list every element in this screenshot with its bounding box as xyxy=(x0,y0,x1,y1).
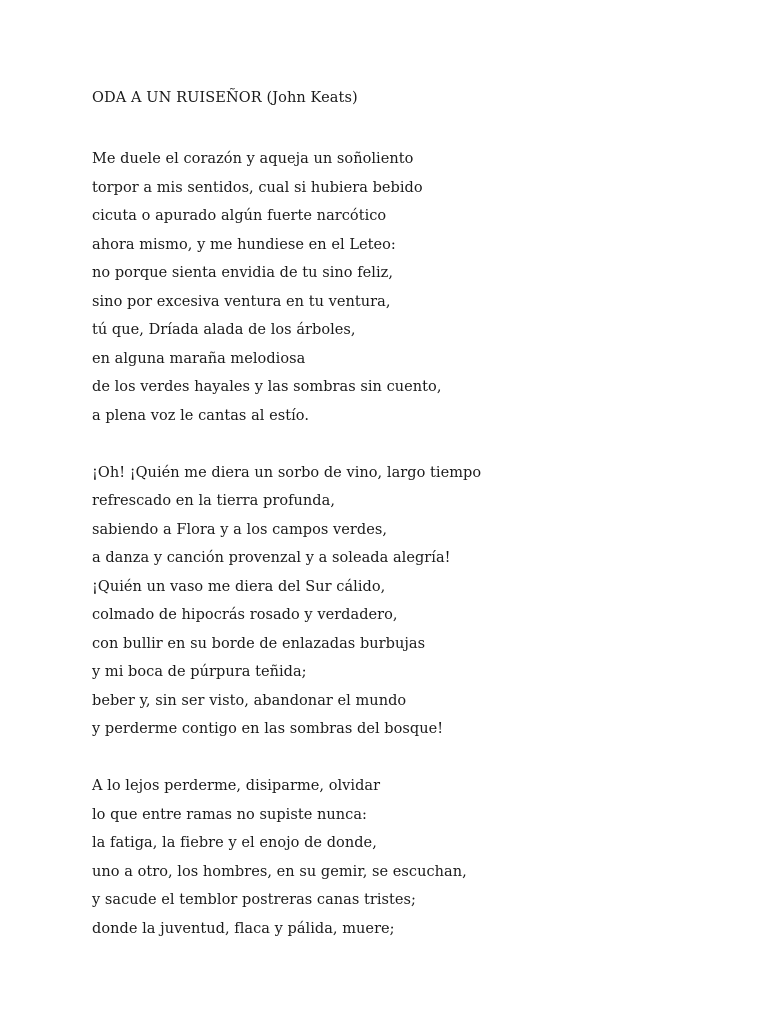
poem-line: de los verdes hayales y las sombras sin cuento, xyxy=(92,379,442,395)
poem-line: en alguna maraña melodiosa xyxy=(92,350,306,367)
poem-title: ODA A UN RUISEÑOR (John Keats) xyxy=(92,90,358,106)
poem-line: no porque sienta envidia de tu sino feliz, xyxy=(92,265,394,281)
poem-line: y mi boca de púrpura teñida; xyxy=(92,664,307,680)
poem-line: con bullir en su borde de enlazadas burbujas xyxy=(92,635,426,652)
poem-stanza xyxy=(92,772,712,943)
poem-line: uno a otro, los hombres, en su gemir, se escuchan, xyxy=(92,863,467,880)
poem-line: ¡Quién un vaso me diera del Sur cálido, xyxy=(92,578,386,595)
poem-line: torpor a mis sentidos, cual si hubiera bebido xyxy=(92,179,423,196)
poem-line: Me duele el corazón y aqueja un soñoliento xyxy=(92,151,414,167)
poem-line: A lo lejos perderme, disiparme, olvidar xyxy=(92,778,381,794)
poem-line: ¡Oh! ¡Quién me diera un sorbo de vino, largo tiempo xyxy=(92,464,482,481)
poem-body xyxy=(92,145,712,943)
poem-line: sabiendo a Flora y a los campos verdes, xyxy=(92,521,388,538)
poem-line: ahora mismo, y me hundiese en el Leteo: xyxy=(92,236,396,253)
poem-line: cicuta o apurado algún fuerte narcótico xyxy=(92,208,387,224)
poem-line: a plena voz le cantas al estío. xyxy=(92,407,309,424)
poem-line: donde la juventud, flaca y pálida, muere; xyxy=(92,920,395,937)
poem-line: y perderme contigo en las sombras del bosque! xyxy=(92,721,444,737)
poem-stanza xyxy=(92,145,712,430)
poem-line: tú que, Dríada alada de los árboles, xyxy=(92,322,356,338)
poem-line: colmado de hipocrás rosado y verdadero, xyxy=(92,607,398,623)
poem-line: la fatiga, la fiebre y el enojo de donde, xyxy=(92,835,377,851)
document-page xyxy=(92,88,712,972)
poem-line: a danza y canción provenzal y a soleada alegría! xyxy=(92,550,451,566)
poem-line: y sacude el temblor postreras canas tristes; xyxy=(92,892,416,908)
poem-line: sino por excesiva ventura en tu ventura, xyxy=(92,293,391,310)
poem-stanza xyxy=(92,459,712,744)
poem-line: beber y, sin ser visto, abandonar el mundo xyxy=(92,692,407,709)
poem-line: lo que entre ramas no supiste nunca: xyxy=(92,806,367,823)
poem-line: refrescado en la tierra profunda, xyxy=(92,493,335,509)
